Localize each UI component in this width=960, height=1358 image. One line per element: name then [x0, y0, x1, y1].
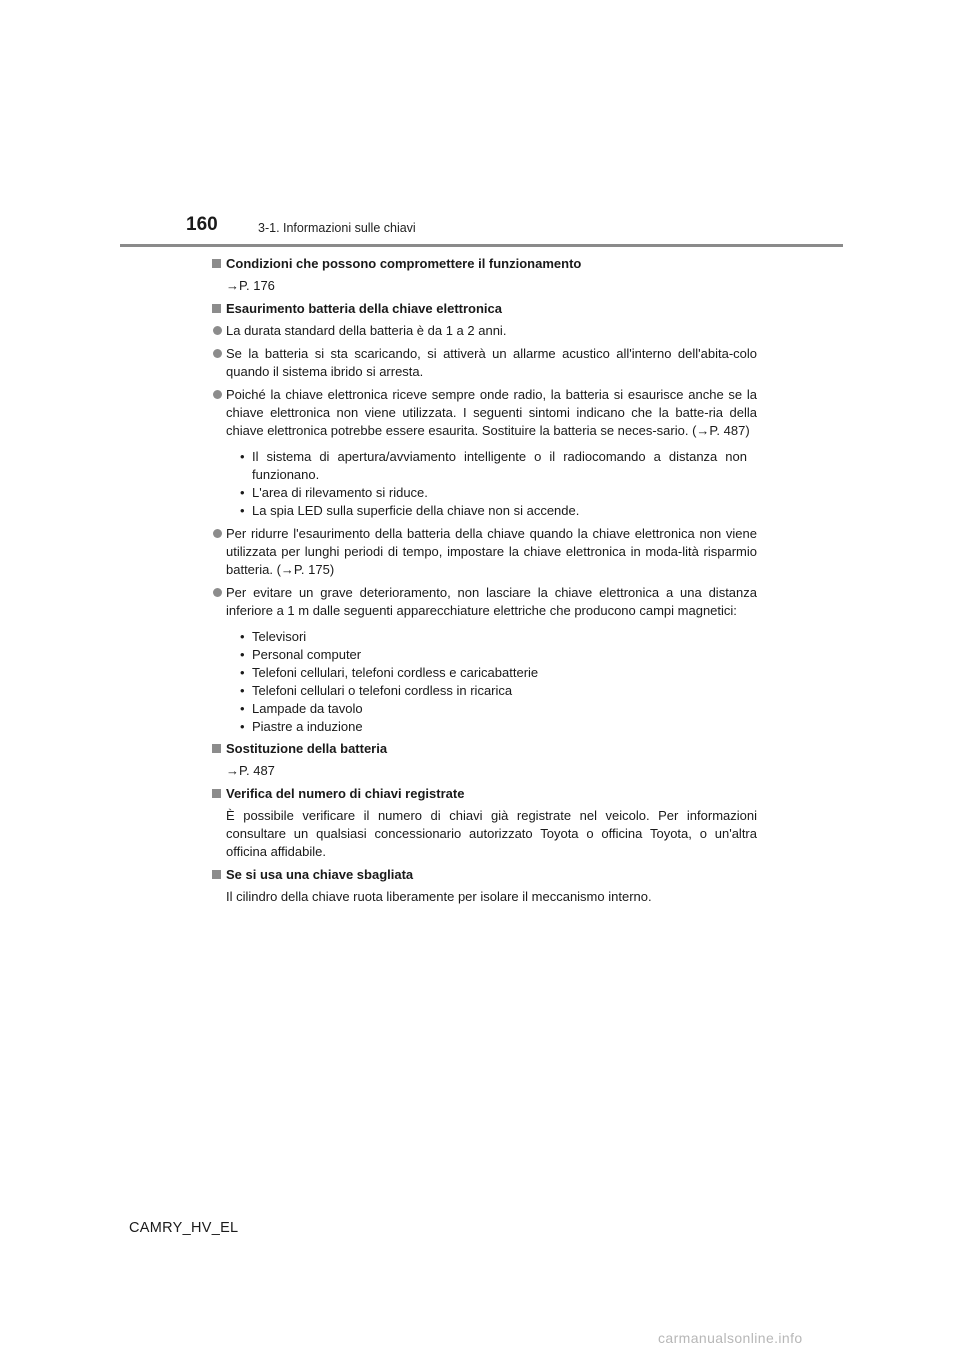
square-bullet-icon: [212, 789, 221, 798]
list-item: • Lampade da tavolo: [240, 701, 363, 716]
bullet-item: Per evitare un grave deterioramento, non lasciare la chiave elettronica a una distanza inferiore a 1 m dalle seguenti apparecchiature elettriche che producono campi magnetici:: [212, 584, 757, 620]
list-item: • Piastre a induzione: [240, 719, 363, 734]
round-bullet-icon: [213, 588, 222, 597]
list-item: • Personal computer: [240, 647, 362, 662]
page-reference-link[interactable]: →P. 487: [226, 763, 275, 778]
dot-marker: •: [240, 503, 245, 518]
dot-marker: •: [240, 647, 245, 662]
section-title: 3-1. Informazioni sulle chiavi: [258, 221, 416, 235]
heading-registered-keys: Verifica del numero di chiavi registrate: [212, 785, 757, 803]
symptom-list: [212, 448, 757, 520]
square-bullet-icon: [212, 744, 221, 753]
watermark: carmanualsonline.info: [658, 1330, 803, 1346]
header-rule: [120, 244, 843, 247]
dot-marker: •: [240, 683, 245, 698]
dot-marker: •: [240, 485, 245, 500]
paragraph: Il cilindro della chiave ruota liberamente per isolare il meccanismo interno.: [226, 889, 652, 904]
list-item: • La spia LED sulla superficie della chiave non si accende.: [240, 503, 580, 518]
list-item: • Telefoni cellulari, telefoni cordless e caricabatterie: [240, 665, 539, 680]
bullet-item: Se la batteria si sta scaricando, si attiverà un allarme acustico all'interno dell'abita-colo quando il sistema ibrido si arresta.: [212, 345, 757, 381]
dot-marker: •: [240, 629, 245, 644]
heading-battery-depletion: Esaurimento batteria della chiave elettronica: [212, 300, 757, 318]
round-bullet-icon: [213, 326, 222, 335]
dot-marker: •: [240, 701, 245, 716]
dot-marker: •: [240, 449, 245, 464]
bullet-item: La durata standard della batteria è da 1 a 2 anni.: [212, 322, 757, 340]
heading-wrong-key: Se si usa una chiave sbagliata: [212, 866, 757, 884]
model-code: CAMRY_HV_EL: [129, 1220, 239, 1236]
bullet-item: Per ridurre l'esaurimento della batteria della chiave quando la chiave elettronica non viene utilizzata per lunghi periodi di tempo, impostare la chiave elettronica in moda-lità risparmio batteria. (→P. 175): [212, 525, 757, 579]
heading-operating-conditions: Condizioni che possono compromettere il funzionamento: [212, 255, 757, 273]
bullet-item: Poiché la chiave elettronica riceve sempre onde radio, la batteria si esaurisce anche se la chiave elettronica non viene utilizzata. I seguenti sintomi indicano che la batte-ria della chiave elettronica potrebbe essere esaurita. Sostituire la batteria se neces-sario. (→P. 487): [212, 386, 757, 440]
square-bullet-icon: [212, 304, 221, 313]
square-bullet-icon: [212, 870, 221, 879]
round-bullet-icon: [213, 529, 222, 538]
page-number: 160: [186, 214, 218, 235]
dot-marker: •: [240, 665, 245, 680]
device-list: [212, 628, 757, 736]
list-item: • Televisori: [240, 629, 307, 644]
list-item: • L'area di rilevamento si riduce.: [240, 485, 428, 500]
list-item: • Telefoni cellulari o telefoni cordless in ricarica: [240, 683, 513, 698]
round-bullet-icon: [213, 390, 222, 399]
list-item: • Il sistema di apertura/avviamento intelligente o il radiocomando a distanza non funzionano.: [240, 449, 747, 482]
page-reference-link[interactable]: →P. 176: [226, 278, 275, 293]
square-bullet-icon: [212, 259, 221, 268]
page-content: [212, 255, 757, 906]
heading-battery-replacement: Sostituzione della batteria: [212, 740, 757, 758]
round-bullet-icon: [213, 349, 222, 358]
paragraph: È possibile verificare il numero di chiavi già registrate nel veicolo. Per informazioni consultare un qualsiasi concessionario autorizzato Toyota o officina Toyota, o un'altra officina affidabile.: [226, 808, 757, 859]
dot-marker: •: [240, 719, 245, 734]
